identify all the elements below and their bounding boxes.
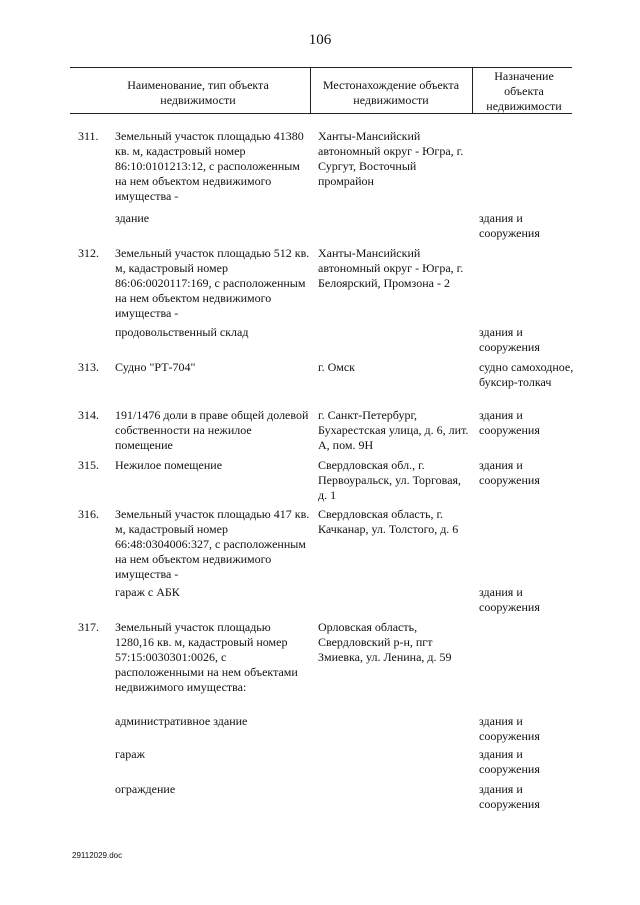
object-location: г. Санкт-Петербург, Бухарестская улица, д. 6, лит. А, пом. 9Н: [318, 408, 469, 452]
sub-object-name: здание: [115, 211, 150, 225]
object-purpose: судно самоходное, буксир-толкач: [479, 360, 574, 389]
sub-object-name: гараж с АБК: [115, 585, 180, 599]
object-name: Нежилое помещение: [115, 458, 223, 472]
object-purpose: здания и сооружения: [479, 714, 540, 743]
object-name: Земельный участок площадью 417 кв. м, кадастровый номер 66:48:0304006:327, с расположенным на нем объектом недвижимого имущества -: [115, 507, 310, 581]
header-name-column: Наименование, тип объекта недвижимости: [127, 78, 269, 107]
sub-object-name: административное здание: [115, 714, 248, 728]
header-location-column: Местонахождение объекта недвижимости: [322, 78, 460, 107]
object-name: Земельный участок площадью 512 кв. м, кадастровый номер 86:06:0020117:169, с расположенным на нем объектом недвижимого имущества -: [115, 246, 310, 320]
table-header-divider: [472, 67, 473, 114]
object-location: Свердловская обл., г. Первоуральск, ул. Торговая, д. 1: [318, 458, 462, 502]
table-header-top-border: [70, 67, 572, 68]
sub-object-name: продовольственный склад: [115, 325, 249, 339]
footer-filename: 29112029.doc: [72, 851, 123, 860]
row-number: 311.: [78, 129, 99, 143]
header-purpose-column: Назначение объекта недвижимости: [486, 69, 562, 113]
row-number: 314.: [78, 408, 99, 422]
object-location: Ханты-Мансийский автономный округ - Югра, г. Белоярский, Промзона - 2: [318, 246, 464, 290]
object-location: г. Омск: [318, 360, 355, 374]
object-purpose: здания и сооружения: [479, 458, 540, 487]
object-purpose: здания и сооружения: [479, 747, 540, 776]
object-purpose: здания и сооружения: [479, 782, 540, 811]
object-name: Земельный участок площадью 41380 кв. м, кадастровый номер 86:10:0101213:12, с расположенным на нем объектом недвижимого имущества -: [115, 129, 304, 203]
object-name: Земельный участок площадью 1280,16 кв. м, кадастровый номер 57:15:0030301:0026, с расположенными на нем объектами недвижимого имущества:: [115, 620, 298, 694]
row-number: 317.: [78, 620, 99, 634]
object-name: 191/1476 доли в праве общей долевой собственности на нежилое помещение: [115, 408, 309, 452]
table-header-divider: [310, 67, 311, 114]
object-location: Орловская область, Свердловский р-н, пгт Змиевка, ул. Ленина, д. 59: [318, 620, 452, 664]
sub-object-name: гараж: [115, 747, 145, 761]
object-purpose: здания и сооружения: [479, 325, 540, 354]
row-number: 316.: [78, 507, 99, 521]
object-purpose: здания и сооружения: [479, 408, 540, 437]
sub-object-name: ограждение: [115, 782, 176, 796]
row-number: 312.: [78, 246, 99, 260]
object-purpose: здания и сооружения: [479, 211, 540, 240]
object-location: Ханты-Мансийский автономный округ - Югра, г. Сургут, Восточный промрайон: [318, 129, 464, 188]
row-number: 315.: [78, 458, 99, 472]
object-purpose: здания и сооружения: [479, 585, 540, 614]
row-number: 313.: [78, 360, 99, 374]
page-number: 106: [308, 32, 332, 48]
object-name: Судно "РТ-704": [115, 360, 196, 374]
object-location: Свердловская область, г. Качканар, ул. Толстого, д. 6: [318, 507, 459, 536]
